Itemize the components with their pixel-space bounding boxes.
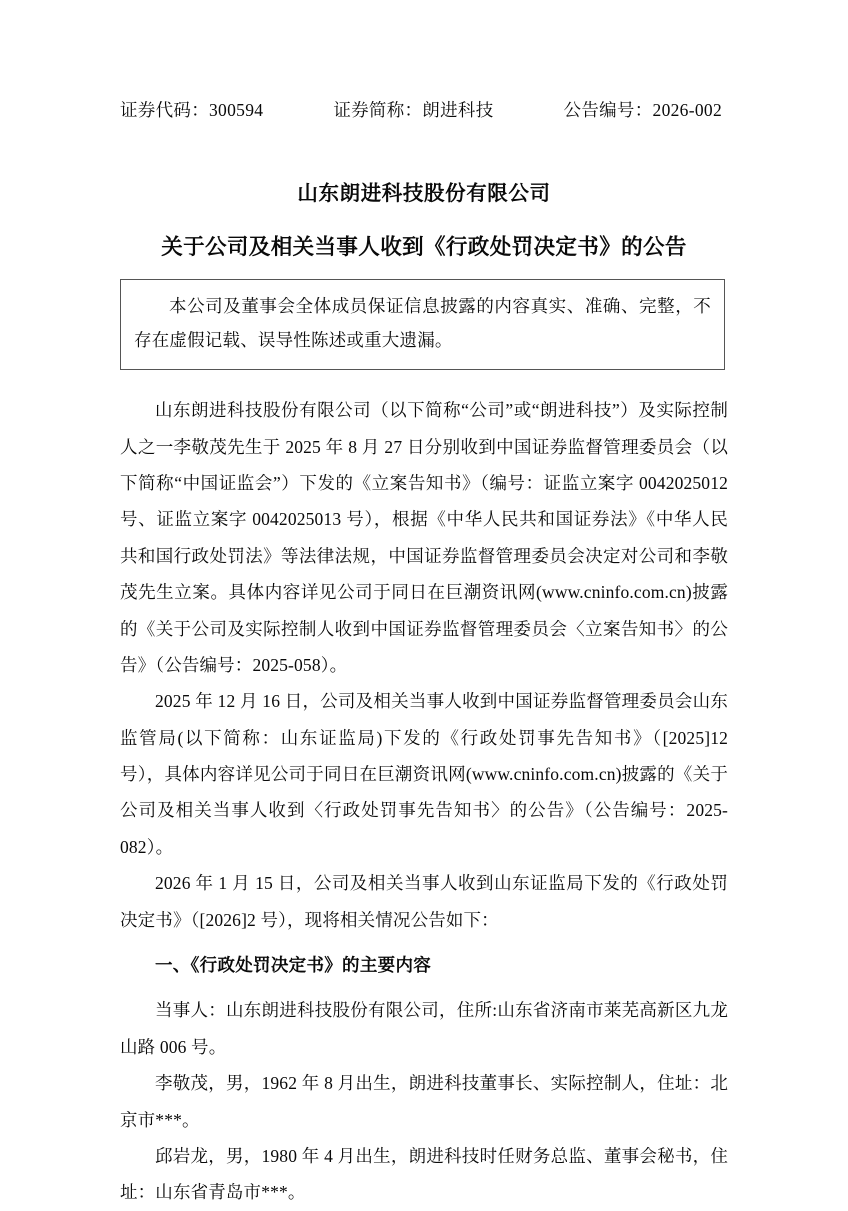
disclaimer-text: 本公司及董事会全体成员保证信息披露的内容真实、准确、完整，不存在虚假记载、误导性陈述或重大遗漏。 bbox=[134, 296, 711, 350]
security-code: 证券代码：300594 bbox=[120, 100, 264, 120]
party-person-cfo: 邱岩龙，男，1980 年 4 月出生，朗进科技时任财务总监、董事会秘书，住址：山东省青岛市***。 bbox=[120, 1146, 728, 1203]
company-title: 山东朗进科技股份有限公司 bbox=[297, 183, 551, 205]
paragraph-penalty-decision: 2026 年 1 月 15 日，公司及相关当事人收到山东证监局下发的《行政处罚决定书》（[2026]2 号），现将相关情况公告如下： bbox=[120, 873, 728, 930]
document-header bbox=[120, 0, 728, 122]
party-person-chairman: 李敬茂，男，1962 年 8 月出生，朗进科技董事长、实际控制人，住址：北京市***。 bbox=[120, 1073, 728, 1130]
document-body bbox=[120, 392, 728, 1211]
announcement-number: 公告编号：2026-002 bbox=[563, 100, 722, 120]
security-short-name: 证券简称：朗进科技 bbox=[333, 100, 494, 120]
section-heading-main-content: 一、《行政处罚决定书》的主要内容 bbox=[155, 955, 432, 976]
disclaimer-box bbox=[120, 279, 725, 370]
paragraph-prior-notice: 2025 年 12 月 16 日，公司及相关当事人收到中国证券监督管理委员会山东监管局(以下简称：山东证监局)下发的《行政处罚事先告知书》（[2025]12 号），具体内容详见公司于同日在巨潮资讯网(www.cninfo.com.cn)披露的《关于公司及相关当事人收到〈行政处罚事先告知书〉的公告》（公告编号：2025-082）。 bbox=[120, 691, 728, 857]
paragraph-case-filing: 山东朗进科技股份有限公司（以下简称“公司”或“朗进科技”）及实际控制人之一李敬茂先生于 2025 年 8 月 27 日分别收到中国证券监督管理委员会（以下简称“中国证监会”）下发的《立案告知书》（编号：证监立案字 0042025012 号、证监立案字 0042025013 号），根据《中华人民共和国证券法》《中华人民共和国行政处罚法》等法律法规，中国证券监督管理委员会决定对公司和李敬茂先生立案。具体内容详见公司于同日在巨潮资讯网(www.cninfo.com.cn)披露的《关于公司及实际控制人收到中国证券监督管理委员会〈立案告知书〉的公告》（公告编号：2025-058）。 bbox=[120, 400, 728, 675]
announcement-title: 关于公司及相关当事人收到《行政处罚决定书》的公告 bbox=[161, 235, 687, 259]
heading-spacer bbox=[120, 938, 728, 947]
party-company: 当事人：山东朗进科技股份有限公司，住所:山东省济南市莱芜高新区九龙山路 006 号。 bbox=[120, 1000, 728, 1057]
section-spacer bbox=[120, 983, 728, 992]
